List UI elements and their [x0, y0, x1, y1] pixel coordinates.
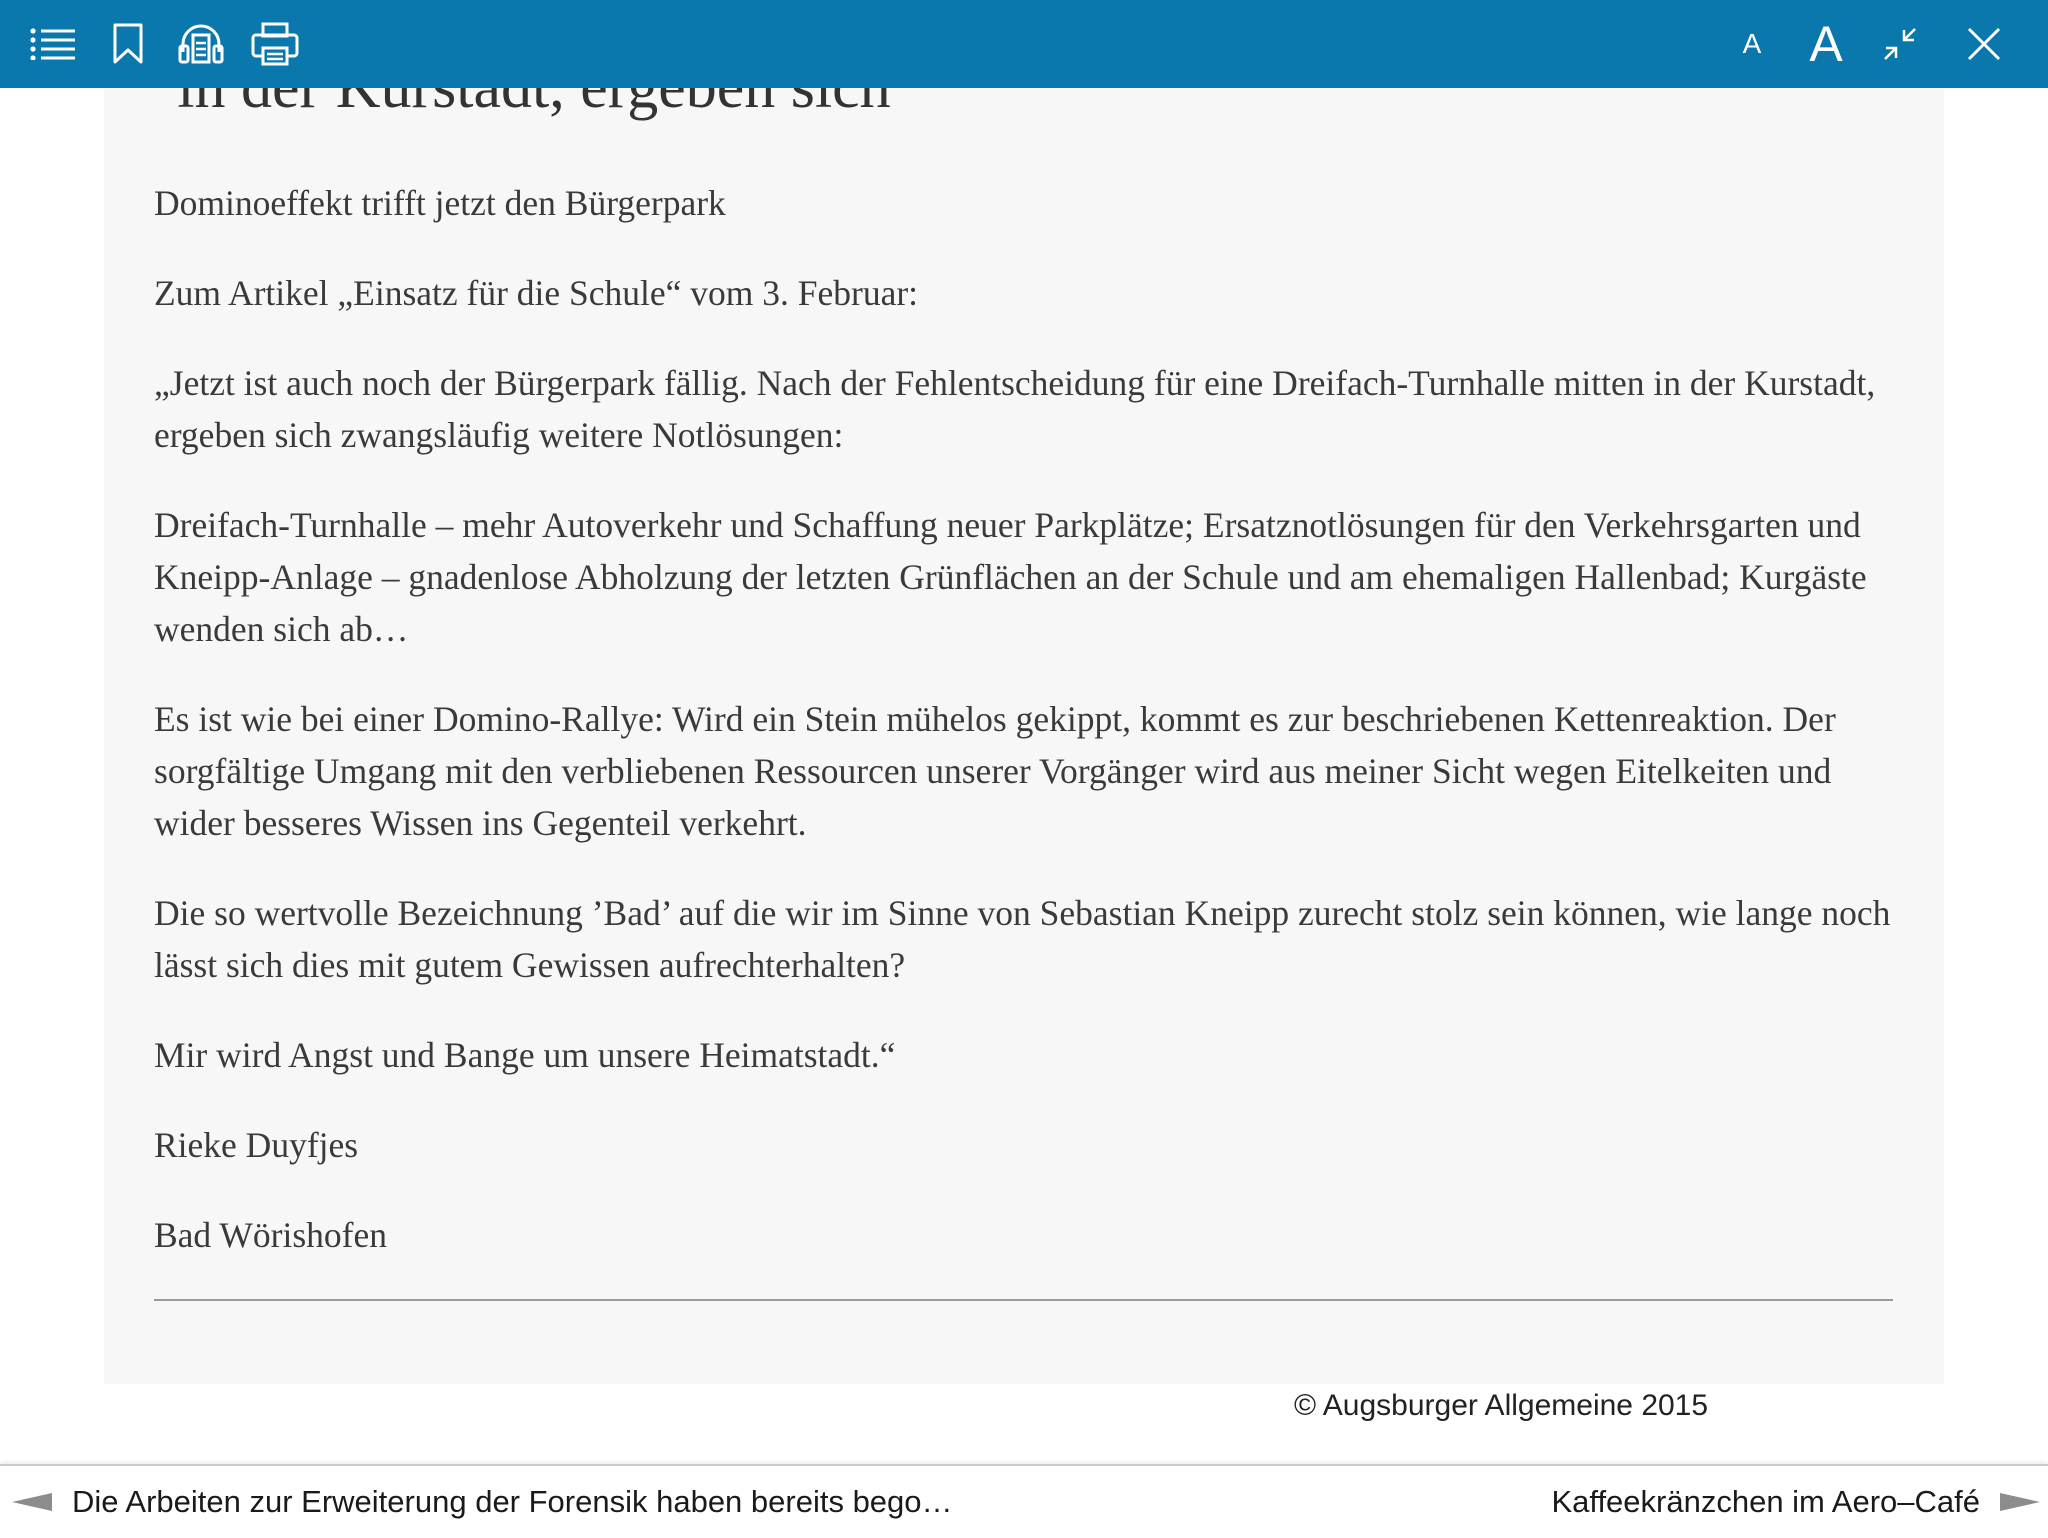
top-toolbar: [0, 0, 2048, 88]
article-paragraph: Mir wird Angst und Bange um unsere Heimatstadt.“: [154, 1035, 896, 1075]
decrease-font-button[interactable]: [1716, 0, 1788, 88]
article-panel: [104, 0, 1944, 1384]
article-subtitle: Dominoeffekt trifft jetzt den Bürgerpark: [154, 183, 726, 223]
read-aloud-button[interactable]: [165, 0, 237, 88]
article-paragraph: Zum Artikel „Einsatz für die Schule“ vom 3. Februar:: [154, 273, 919, 313]
font-large-label: A: [1809, 16, 1843, 72]
arrow-right-icon: [2000, 1493, 2040, 1511]
previous-article-title: Die Arbeiten zur Erweiterung der Forensik haben bereits bego…: [72, 1484, 953, 1519]
exit-fullscreen-button[interactable]: [1864, 0, 1936, 88]
list-icon: [30, 28, 76, 60]
article-paragraph: Die so wertvolle Bezeichnung ’Bad’ auf die wir im Sinne von Sebastian Kneipp zurecht stolz sein können, wie lange noch lässt sich dies mit gutem Gewissen aufrechterhalten?: [154, 893, 1891, 985]
close-button[interactable]: [1948, 0, 2020, 88]
arrow-left-icon: [12, 1493, 52, 1511]
next-article-title: Kaffeekränzchen im Aero–Café: [1551, 1484, 1980, 1519]
article-paragraph: Dreifach-Turnhalle – mehr Autoverkehr und Schaffung neuer Parkplätze; Ersatznotlösungen für den Verkehrsgarten und Kneipp-Anlage – gnadenlose Abholzung der letzten Grünflächen an der Schule und am ehemaligen Hallenbad; Kurgäste wenden sich ab…: [154, 505, 1867, 649]
bookmark-button[interactable]: [92, 0, 164, 88]
bottom-navigation: [0, 1464, 2048, 1538]
article-paragraph: Es ist wie bei einer Domino-Rallye: Wird ein Stein mühelos gekippt, kommt es zur beschriebenen Kettenreaktion. Der sorgfältige Umgang mit den verbliebenen Ressourcen unserer Vorgänger wird aus meiner Sicht wegen Eitelkeiten und wider besseres Wissen ins Gegenteil verkehrt.: [154, 699, 1836, 843]
contents-button[interactable]: [17, 0, 89, 88]
article-divider: [154, 1299, 1893, 1301]
close-icon: [1967, 27, 2001, 61]
previous-article-link[interactable]: [12, 1466, 953, 1538]
article-body: [154, 177, 1896, 1299]
article-location: Bad Wörishofen: [154, 1215, 388, 1255]
collapse-icon: [1882, 26, 1918, 62]
article-paragraph: „Jetzt ist auch noch der Bürgerpark fällig. Nach der Fehlentscheidung für eine Dreifach-Turnhalle mitten in der Kurstadt, ergeben sich zwangsläufig weitere Notlösungen:: [154, 363, 1876, 455]
increase-font-button[interactable]: [1790, 0, 1862, 88]
font-small-label: A: [1742, 28, 1762, 59]
bookmark-icon: [112, 23, 144, 65]
next-article-link[interactable]: [1551, 1466, 2040, 1538]
article-author: Rieke Duyfjes: [154, 1125, 359, 1165]
headphones-icon: [177, 22, 225, 66]
print-button[interactable]: [239, 0, 311, 88]
copyright-notice: © Augsburger Allgemeine 2015: [1294, 1389, 1709, 1422]
print-icon: [251, 22, 299, 66]
